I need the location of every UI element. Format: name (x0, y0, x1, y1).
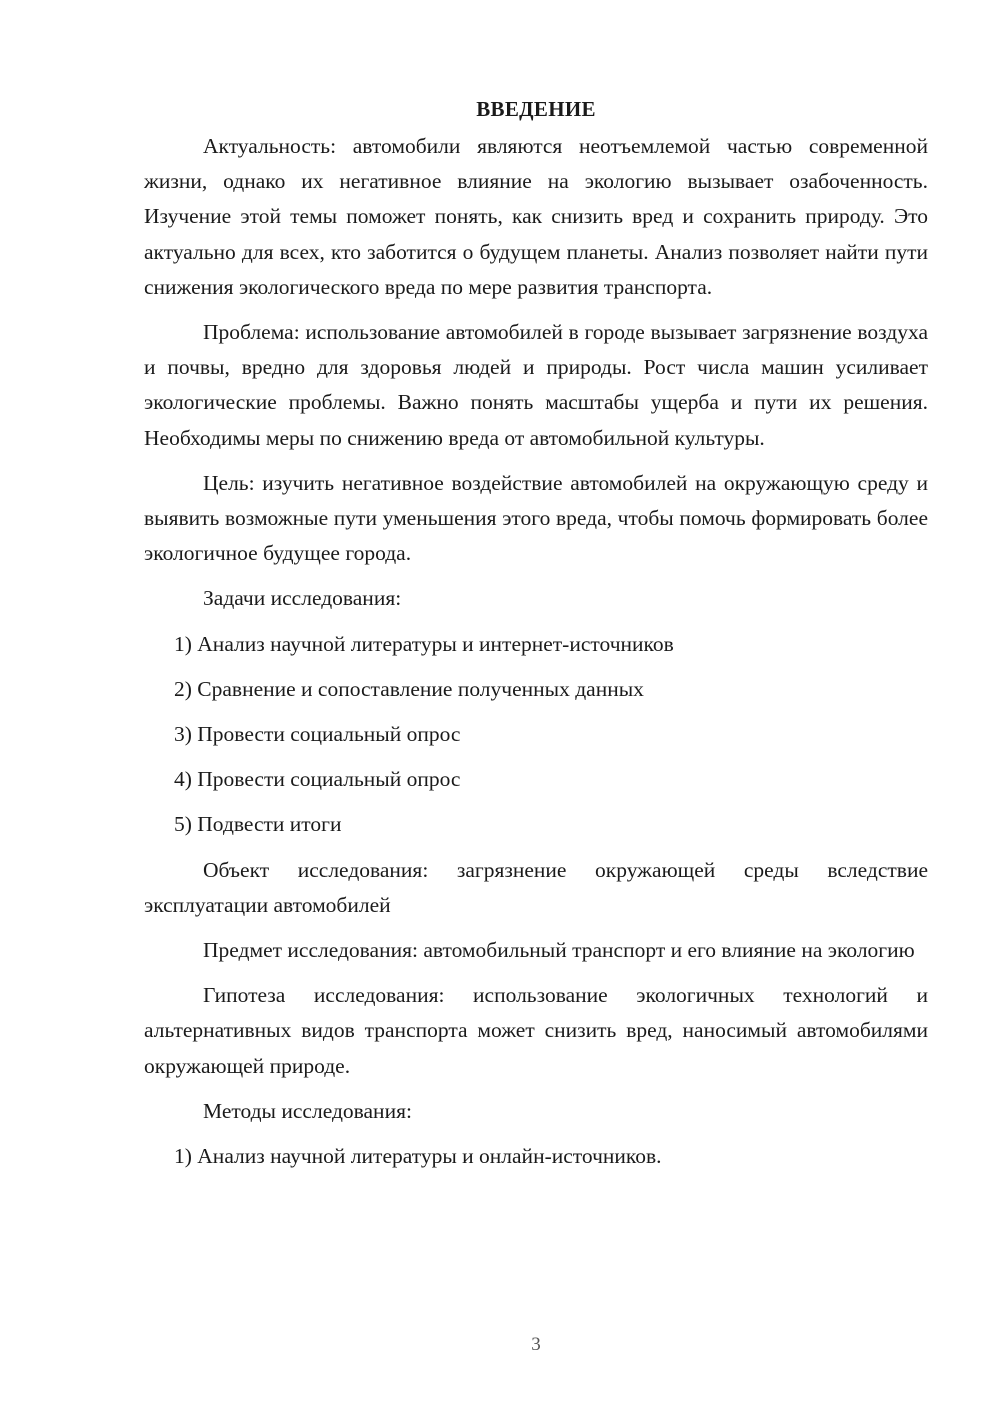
problem-paragraph: Проблема: использование автомобилей в городе вызывает загрязнение воздуха и почвы, вредно для здоровья людей и природы. Рост числа машин усиливает экологические проблемы. Важно понять масштабы ущерба и пути их решения. Необходимы меры по снижению вреда от автомобильной культуры. (144, 320, 928, 450)
methods-heading: Методы исследования: (203, 1098, 412, 1123)
page-number: 3 (531, 1334, 541, 1355)
list-item: 5) Подвести итоги (174, 812, 342, 837)
hypothesis-paragraph: Гипотеза исследования: использование экологичных технологий и альтернативных видов транспорта может снизить вред, наносимый автомобилями окружающей природе. (144, 983, 928, 1078)
tasks-list (144, 627, 928, 843)
goal-paragraph: Цель: изучить негативное воздействие автомобилей на окружающую среду и выявить возможные пути уменьшения этого вреда, чтобы помочь формировать более экологичное будущее города. (144, 470, 928, 566)
object-paragraph: Объект исследования: загрязнение окружающей среды вследствие эксплуатации автомобилей (144, 857, 928, 917)
list-item: 3) Провести социальный опрос (174, 722, 461, 747)
subject-paragraph: Предмет исследования: автомобильный транспорт и его влияние на экологию (203, 938, 915, 963)
list-item: 1) Анализ научной литературы и интернет-источников (174, 631, 674, 656)
list-item: 2) Сравнение и сопоставление полученных данных (174, 676, 644, 701)
list-item: 4) Провести социальный опрос (174, 767, 461, 792)
page-title: ВВЕДЕНИЕ (476, 97, 596, 121)
relevance-paragraph: Актуальность: автомобили являются неотъемлемой частью современной жизни, однако их негативное влияние на экологию вызывает озабоченность. Изучение этой темы поможет понять, как снизить вред и сохранить природу. Это актуально для всех, кто заботится о будущем планеты. Анализ позволяет найти пути снижения экологического вреда по мере развития транспорта. (144, 134, 928, 299)
document-page (144, 92, 928, 1184)
tasks-heading: Задачи исследования: (203, 586, 402, 611)
list-item: 1) Анализ научной литературы и онлайн-источников. (174, 1144, 662, 1169)
methods-list (144, 1139, 928, 1174)
